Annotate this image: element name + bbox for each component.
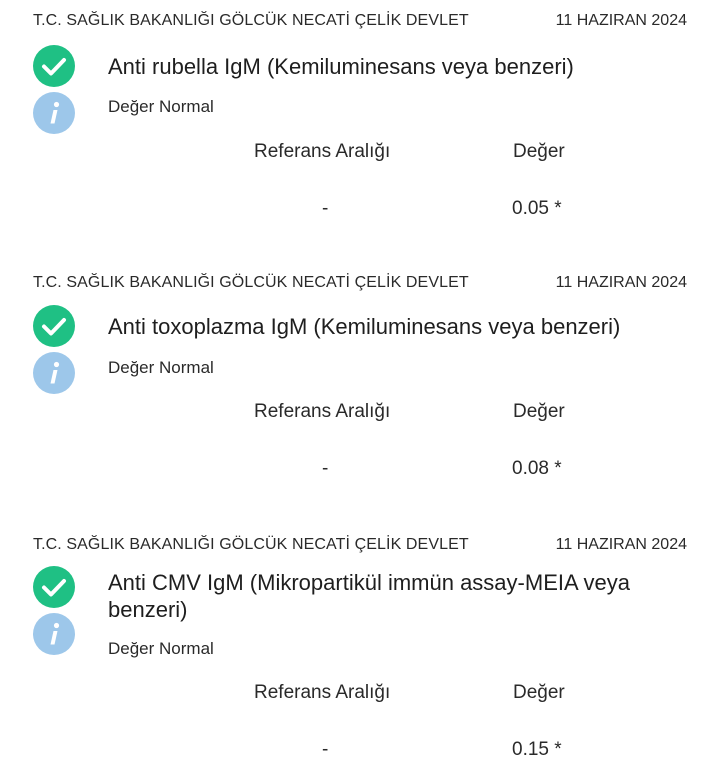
reference-range-header: Referans Aralığı [254, 682, 391, 703]
value-header: Değer [513, 141, 565, 162]
reference-range-value: - [322, 458, 329, 479]
status-text: Değer Normal [108, 358, 214, 377]
result-card[interactable] [0, 0, 720, 262]
value-header: Değer [513, 682, 565, 703]
reference-range-value: - [322, 198, 329, 219]
check-circle-icon [33, 566, 75, 608]
reference-range-header: Referans Aralığı [254, 401, 391, 422]
reference-range-header: Referans Aralığı [254, 141, 391, 162]
hospital-name: T.C. SAĞLIK BAKANLIĞI GÖLCÜK NECATİ ÇELİK DEVLET [33, 274, 469, 291]
reference-range-value: - [322, 739, 329, 760]
hospital-name: T.C. SAĞLIK BAKANLIĞI GÖLCÜK NECATİ ÇELİK DEVLET [33, 12, 469, 29]
result-value: 0.15 * [512, 739, 562, 760]
status-text: Değer Normal [108, 639, 214, 658]
status-text: Değer Normal [108, 97, 214, 116]
info-circle-icon[interactable] [33, 613, 75, 655]
result-card[interactable] [0, 524, 720, 772]
result-value: 0.08 * [512, 458, 562, 479]
hospital-name: T.C. SAĞLIK BAKANLIĞI GÖLCÜK NECATİ ÇELİK DEVLET [33, 536, 469, 553]
result-card[interactable] [0, 262, 720, 524]
result-date: 11 HAZIRAN 2024 [555, 274, 687, 291]
value-header: Değer [513, 401, 565, 422]
result-date: 11 HAZIRAN 2024 [555, 536, 687, 553]
check-circle-icon [33, 45, 75, 87]
check-circle-icon [33, 305, 75, 347]
result-value: 0.05 * [512, 198, 562, 219]
info-circle-icon[interactable] [33, 92, 75, 134]
info-circle-icon[interactable] [33, 352, 75, 394]
test-name: Anti toxoplazma IgM (Kemiluminesans veya benzeri) [108, 314, 621, 339]
result-date: 11 HAZIRAN 2024 [555, 12, 687, 29]
test-name: Anti CMV IgM (Mikropartikül immün assay-MEIA veya benzeri) [108, 570, 631, 622]
test-name: Anti rubella IgM (Kemiluminesans veya benzeri) [108, 54, 574, 79]
